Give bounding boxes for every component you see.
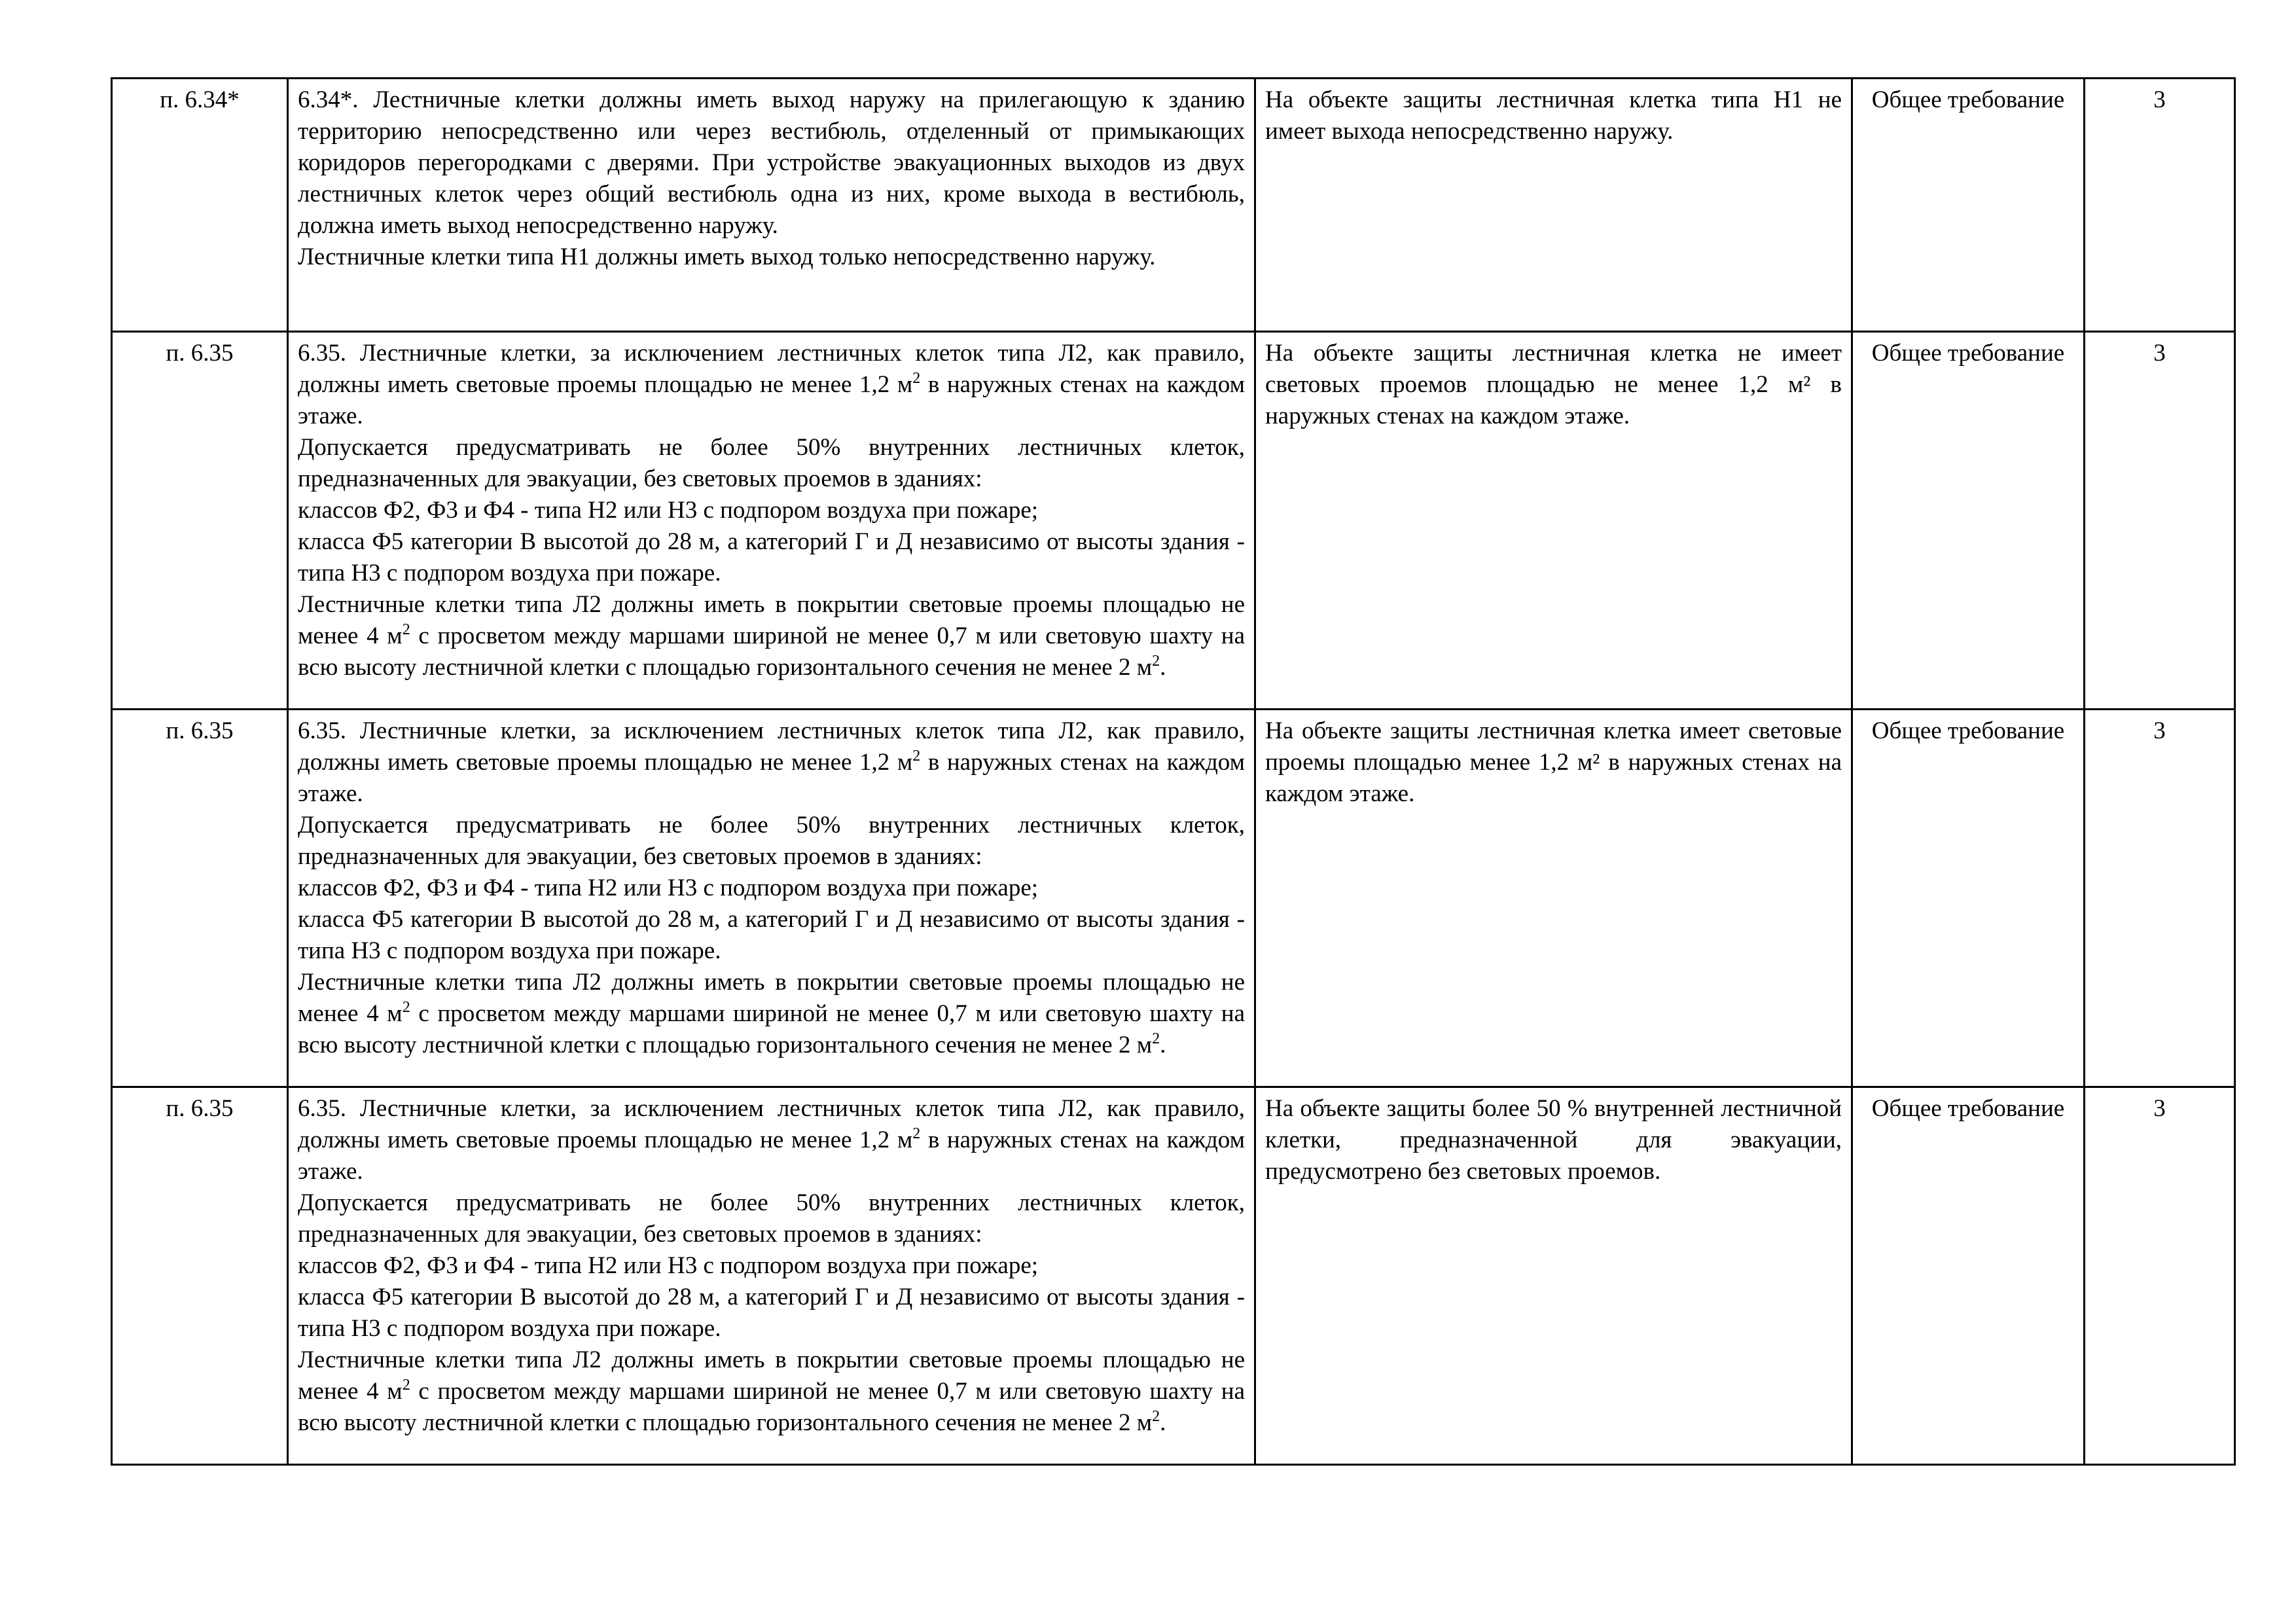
- violation-cell: На объекте защиты лестничная клетка имеет световые проемы площадью менее 1,2 м² в наружных стенах на каждом этаже.: [1255, 710, 1852, 1087]
- category-cell: 3: [2085, 710, 2235, 1087]
- clause-cell: п. 6.34*: [112, 79, 288, 332]
- requirement-paragraph: классов Ф2, Ф3 и Ф4 - типа Н2 или Н3 с подпором воздуха при пожаре;: [298, 497, 1039, 524]
- requirement-paragraph: 6.35. Лестничные клетки, за исключением лестничных клеток типа Л2, как правило, должны иметь световые проемы площадью не менее 1,2 $м^2$ в наружных стенах на каждом этаже.: [298, 1095, 1246, 1185]
- requirement-paragraph: 6.34*. Лестничные клетки должны иметь выход наружу на прилегающую к зданию территорию непосредственно или через вестибюль, отделенный от примыкающих коридоров перегородками с дверями. При устройстве эвакуационных выходов из двух лестничных клеток через общий вестибюль одна из них, кроме выхода в вестибюль, должна иметь выход непосредственно наружу.: [298, 86, 1245, 239]
- requirement-paragraph: Лестничные клетки типа Л2 должны иметь в покрытии световые проемы площадью не менее 4 $м^2$ с просветом между маршами шириной не менее 0,7 м или световую шахту на всю высоту лестничной клетки с площадью горизонтального сечения не менее 2 $м^2$.: [298, 969, 1245, 1058]
- requirement-cell: [288, 710, 1255, 1087]
- requirement-type-cell: Общее требование: [1852, 79, 2085, 332]
- requirement-paragraph: классов Ф2, Ф3 и Ф4 - типа Н2 или Н3 с подпором воздуха при пожаре;: [298, 875, 1039, 901]
- table-row: [112, 332, 2235, 710]
- category-cell: 3: [2085, 1087, 2235, 1465]
- requirement-cell: [288, 332, 1255, 710]
- category-cell: 3: [2085, 79, 2235, 332]
- requirement-paragraph: 6.35. Лестничные клетки, за исключением лестничных клеток типа Л2, как правило, должны иметь световые проемы площадью не менее 1,2 $м^2$ в наружных стенах на каждом этаже.: [298, 717, 1246, 807]
- clause-cell: п. 6.35: [112, 710, 288, 1087]
- category-cell: 3: [2085, 332, 2235, 710]
- requirement-paragraph: класса Ф5 категории В высотой до 28 м, а категорий Г и Д независимо от высоты здания - типа Н3 с подпором воздуха при пожаре.: [298, 906, 1245, 964]
- table-row: [112, 710, 2235, 1087]
- table-row: [112, 1087, 2235, 1465]
- requirement-paragraph: Допускается предусматривать не более 50% внутренних лестничных клеток, предназначенных для эвакуации, без световых проемов в зданиях:: [298, 434, 1245, 492]
- requirement-paragraph: класса Ф5 категории В высотой до 28 м, а категорий Г и Д независимо от высоты здания - типа Н3 с подпором воздуха при пожаре.: [298, 1284, 1245, 1342]
- requirement-type-cell: Общее требование: [1852, 710, 2085, 1087]
- requirement-paragraph: Лестничные клетки типа Н1 должны иметь выход только непосредственно наружу.: [298, 244, 1156, 270]
- table-row: [112, 79, 2235, 332]
- requirement-paragraph: классов Ф2, Ф3 и Ф4 - типа Н2 или Н3 с подпором воздуха при пожаре;: [298, 1252, 1039, 1279]
- clause-cell: п. 6.35: [112, 1087, 288, 1465]
- requirement-paragraph: класса Ф5 категории В высотой до 28 м, а категорий Г и Д независимо от высоты здания - типа Н3 с подпором воздуха при пожаре.: [298, 528, 1245, 586]
- requirement-paragraph: Допускается предусматривать не более 50% внутренних лестничных клеток, предназначенных для эвакуации, без световых проемов в зданиях:: [298, 812, 1245, 870]
- requirement-paragraph: 6.35. Лестничные клетки, за исключением лестничных клеток типа Л2, как правило, должны иметь световые проемы площадью не менее 1,2 $м^2$ в наружных стенах на каждом этаже.: [298, 340, 1246, 429]
- requirement-cell: [288, 1087, 1255, 1465]
- requirement-paragraph: Лестничные клетки типа Л2 должны иметь в покрытии световые проемы площадью не менее 4 $м^2$ с просветом между маршами шириной не менее 0,7 м или световую шахту на всю высоту лестничной клетки с площадью горизонтального сечения не менее 2 $м^2$.: [298, 591, 1245, 681]
- requirements-table: [111, 77, 2236, 1466]
- requirement-cell: [288, 79, 1255, 332]
- violation-cell: На объекте защиты более 50 % внутренней лестничной клетки, предназначенной для эвакуации, предусмотрено без световых проемов.: [1255, 1087, 1852, 1465]
- violation-cell: На объекте защиты лестничная клетка не имеет световых проемов площадью не менее 1,2 м² в наружных стенах на каждом этаже.: [1255, 332, 1852, 710]
- requirement-type-cell: Общее требование: [1852, 332, 2085, 710]
- requirement-type-cell: Общее требование: [1852, 1087, 2085, 1465]
- requirement-paragraph: Допускается предусматривать не более 50% внутренних лестничных клеток, предназначенных для эвакуации, без световых проемов в зданиях:: [298, 1189, 1245, 1248]
- violation-cell: На объекте защиты лестничная клетка типа Н1 не имеет выхода непосредственно наружу.: [1255, 79, 1852, 332]
- clause-cell: п. 6.35: [112, 332, 288, 710]
- requirement-paragraph: Лестничные клетки типа Л2 должны иметь в покрытии световые проемы площадью не менее 4 $м^2$ с просветом между маршами шириной не менее 0,7 м или световую шахту на всю высоту лестничной клетки с площадью горизонтального сечения не менее 2 $м^2$.: [298, 1346, 1245, 1436]
